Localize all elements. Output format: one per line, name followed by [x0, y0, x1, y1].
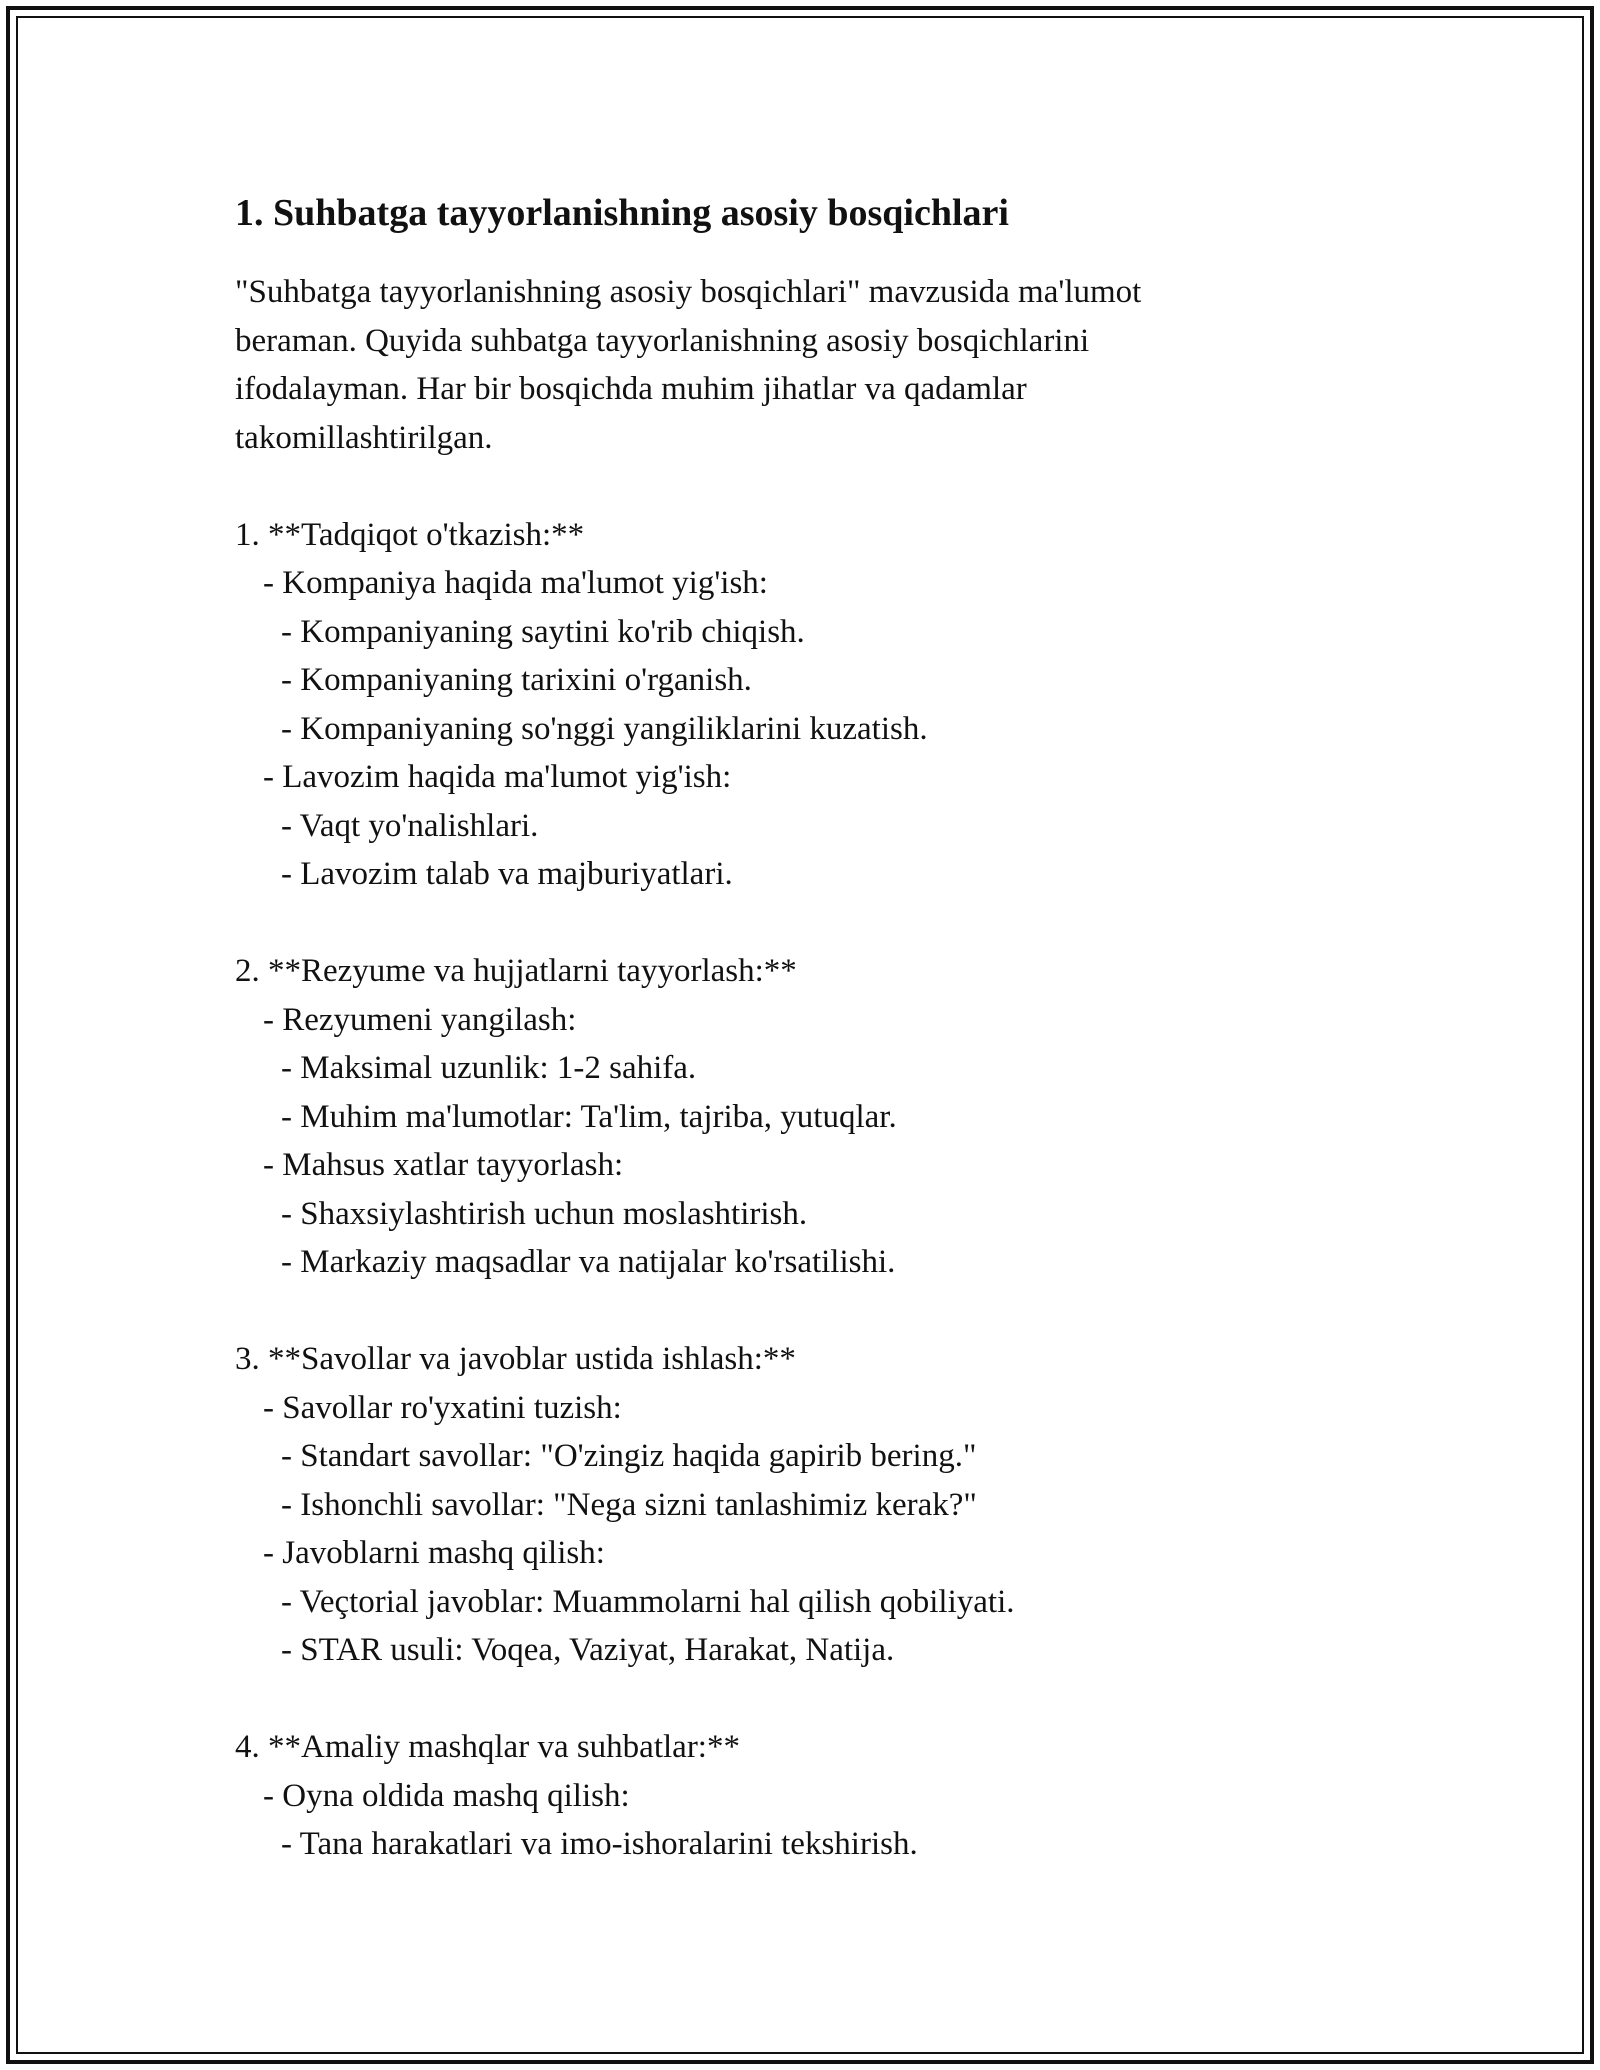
list-item: - Lavozim haqida ma'lumot yig'ish: — [263, 759, 732, 795]
sub-list-item: - Kompaniyaning so'nggi yangiliklarini kuzatish. — [281, 710, 928, 747]
sub-list-item: - Maksimal uzunlik: 1-2 sahifa. — [281, 1050, 697, 1086]
blank-line — [235, 1287, 1295, 1336]
blank-line — [235, 462, 1295, 511]
list-item: - Kompaniya haqida ma'lumot yig'ish: — [263, 565, 768, 601]
sub-list-item: - Markaziy maqsadlar va natijalar ko'rsatilishi. — [281, 1244, 896, 1280]
sub-list-item: - Standart savollar: "O'zingiz haqida gapirib bering." — [281, 1438, 977, 1474]
sub-list-item: - STAR usuli: Voqea, Vaziyat, Harakat, Natija. — [281, 1632, 895, 1668]
section — [235, 462, 1295, 899]
section — [235, 1287, 1295, 1675]
section-heading: 1. **Tadqiqot o'tkazish:** — [235, 516, 585, 553]
sub-list-item: - Kompaniyaning tarixini o'rganish. — [281, 662, 752, 698]
document-title: 1. Suhbatga tayyorlanishning asosiy bosqichlari — [235, 192, 1009, 234]
section-heading: 3. **Savollar va javoblar ustida ishlash:** — [235, 1341, 796, 1377]
list-item: - Rezyumeni yangilash: — [263, 1001, 577, 1038]
sub-list-item: - Ishonchli savollar: "Nega sizni tanlashimiz kerak?" — [281, 1486, 977, 1523]
list-item: - Savollar ro'yxatini tuzish: — [263, 1389, 622, 1426]
list-item: - Mahsus xatlar tayyorlash: — [263, 1147, 624, 1183]
sub-list-item: - Vaqt yo'nalishlari. — [281, 807, 539, 844]
section-heading: 4. **Amaliy mashqlar va suhbatlar:** — [235, 1729, 740, 1765]
list-item: - Oyna oldida mashq qilish: — [263, 1777, 630, 1814]
sub-list-item: - Kompaniyaning saytini ko'rib chiqish. — [281, 613, 805, 650]
sub-list-item: - Lavozim talab va majburiyatlari. — [281, 856, 733, 892]
document-body — [235, 186, 1295, 1869]
sub-list-item: - Shaxsiylashtirish uchun moslashtirish. — [281, 1195, 808, 1232]
blank-line — [235, 1675, 1295, 1724]
blank-line — [235, 899, 1295, 948]
intro-paragraph: "Suhbatga tayyorlanishning asosiy bosqichlari" mavzusida ma'lumot beraman. Quyida suhbatga tayyorlanishning asosiy bosqichlarini ifodalayman. Har bir bosqichda muhim jihatlar va qadamlar takomillashtirilgan. — [235, 274, 1142, 456]
section — [235, 1675, 1295, 1869]
list-item: - Javoblarni mashq qilish: — [263, 1535, 605, 1571]
section-heading: 2. **Rezyume va hujjatlarni tayyorlash:** — [235, 953, 797, 989]
section — [235, 899, 1295, 1287]
sub-list-item: - Tana harakatlari va imo-ishoralarini tekshirish. — [281, 1826, 918, 1862]
sub-list-item: - Muhim ma'lumotlar: Ta'lim, tajriba, yutuqlar. — [281, 1098, 897, 1135]
sub-list-item: - Veçtorial javoblar: Muammolarni hal qilish qobiliyati. — [281, 1583, 1015, 1620]
